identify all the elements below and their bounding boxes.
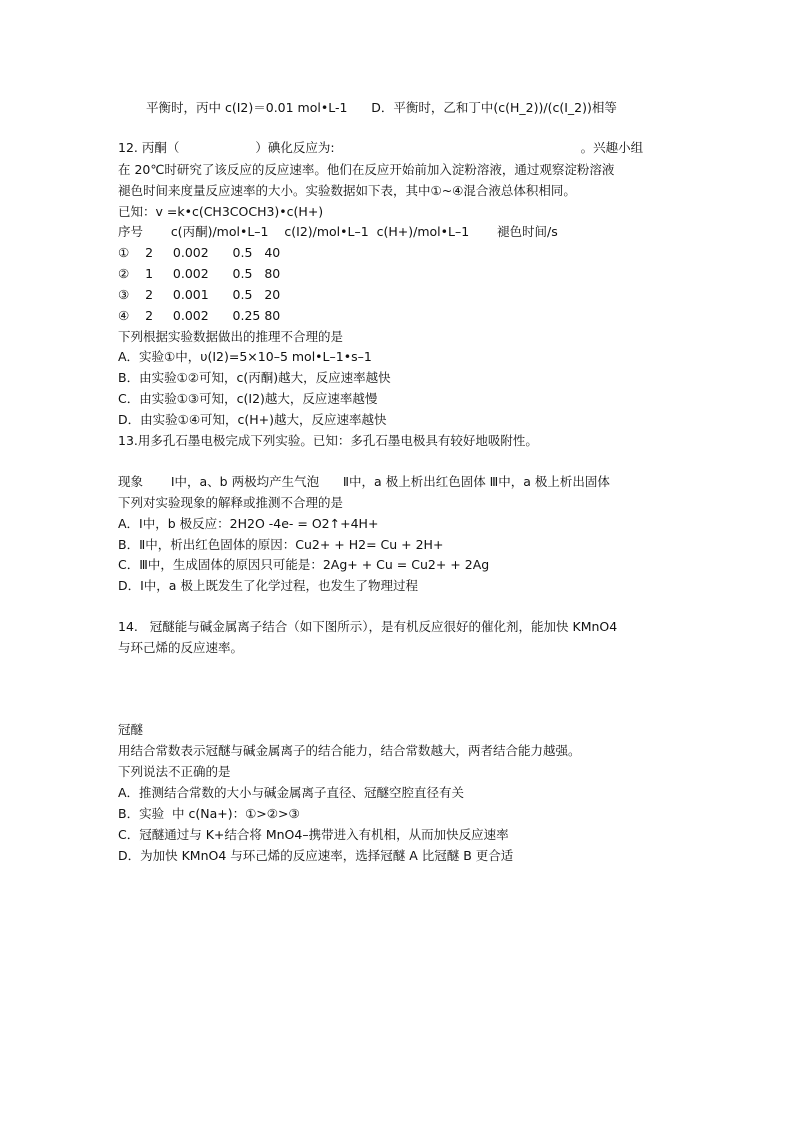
q12-table-row: ④ 2 0.002 0.25 80 [118,308,281,323]
q12-known: 已知：v =k•c(CH3COCH3)•c(H+) [118,204,324,219]
top-line: 平衡时，丙中 c(I2)＝0.01 mol•L-1 D．平衡时，乙和丁中(c(H_2))/(c(I_2))相等 [146,100,617,115]
q12-table-row: ③ 2 0.001 0.5 20 [118,287,281,302]
q13-option-d: D．Ⅰ中，a 极上既发生了化学过程，也发生了物理过程 [118,578,418,593]
q12-stem: 下列根据实验数据做出的推理不合理的是 [118,329,344,344]
q14-option-b: B．实验 中 c(Na+)：①>②>③ [118,806,300,821]
q13-heading: 13.用多孔石墨电极完成下列实验。已知：多孔石墨电极具有较好地吸附性。 [118,433,538,448]
q12-line2: 在 20℃时研究了该反应的反应速率。他们在反应开始前加入淀粉溶液，通过观察淀粉溶液 [118,162,615,177]
q12-heading-c: 。兴趣小组 [580,140,644,155]
q14-line3: 用结合常数表示冠醚与碱金属离子的结合能力，结合常数越大，两者结合能力越强。 [118,743,581,758]
q12-option-c: C．由实验①③可知，c(I2)越大，反应速率越慢 [118,391,378,406]
q12-table-row: ① 2 0.002 0.5 40 [118,245,281,260]
q12-heading-a: 12. 丙酮（ [118,140,180,155]
q13-option-b: B．Ⅱ中，析出红色固体的原因：Cu2+ + H2= Cu + 2H+ [118,537,444,552]
q14-option-d: D．为加快 KMnO4 与环己烯的反应速率，选择冠醚 A 比冠醚 B 更合适 [118,848,514,863]
q12-option-d: D．由实验①④可知，c(H+)越大，反应速率越快 [118,412,387,427]
q12-option-a: A．实验①中，υ(I2)=5×10–5 mol•L–1•s–1 [118,349,372,364]
q12-heading-b: ）碘化反应为: [255,140,335,155]
q13-stem: 下列对实验现象的解释或推测不合理的是 [118,495,344,510]
q12-table-row: ② 1 0.002 0.5 80 [118,266,281,281]
q14-option-a: A．推测结合常数的大小与碱金属离子直径、冠醚空腔直径有关 [118,785,465,800]
q14-line2: 与环己烯的反应速率。 [118,640,244,655]
q14-stem: 下列说法不正确的是 [118,764,231,779]
q13-option-a: A．Ⅰ中，b 极反应：2H2O -4e- = O2↑+4H+ [118,516,379,531]
q13-phenomena: 现象 Ⅰ中，a、b 两极均产生气泡 Ⅱ中，a 极上析出红色固体 Ⅲ中，a 极上析出固体 [118,474,610,489]
q12-option-b: B．由实验①②可知，c(丙酮)越大，反应速率越快 [118,370,391,385]
q14-line1: 14. 冠醚能与碱金属离子结合（如下图所示），是有机反应很好的催化剂，能加快 KMnO4 [118,619,618,634]
q13-option-c: C．Ⅲ中，生成固体的原因只可能是：2Ag+ + Cu = Cu2+ + 2Ag [118,557,490,572]
q14-option-c: C．冠醚通过与 K+结合将 MnO4–携带进入有机相，从而加快反应速率 [118,827,509,842]
q12-heading [118,140,643,156]
q12-table-header: 序号 c(丙酮)/mol•L–1 c(I2)/mol•L–1 c(H+)/mol•L–1 褪色时间/s [118,224,558,239]
q12-line3: 褪色时间来度量反应速率的大小。实验数据如下表，其中①~④混合液总体积相同。 [118,183,576,198]
q14-caption: 冠醚 [118,722,144,737]
